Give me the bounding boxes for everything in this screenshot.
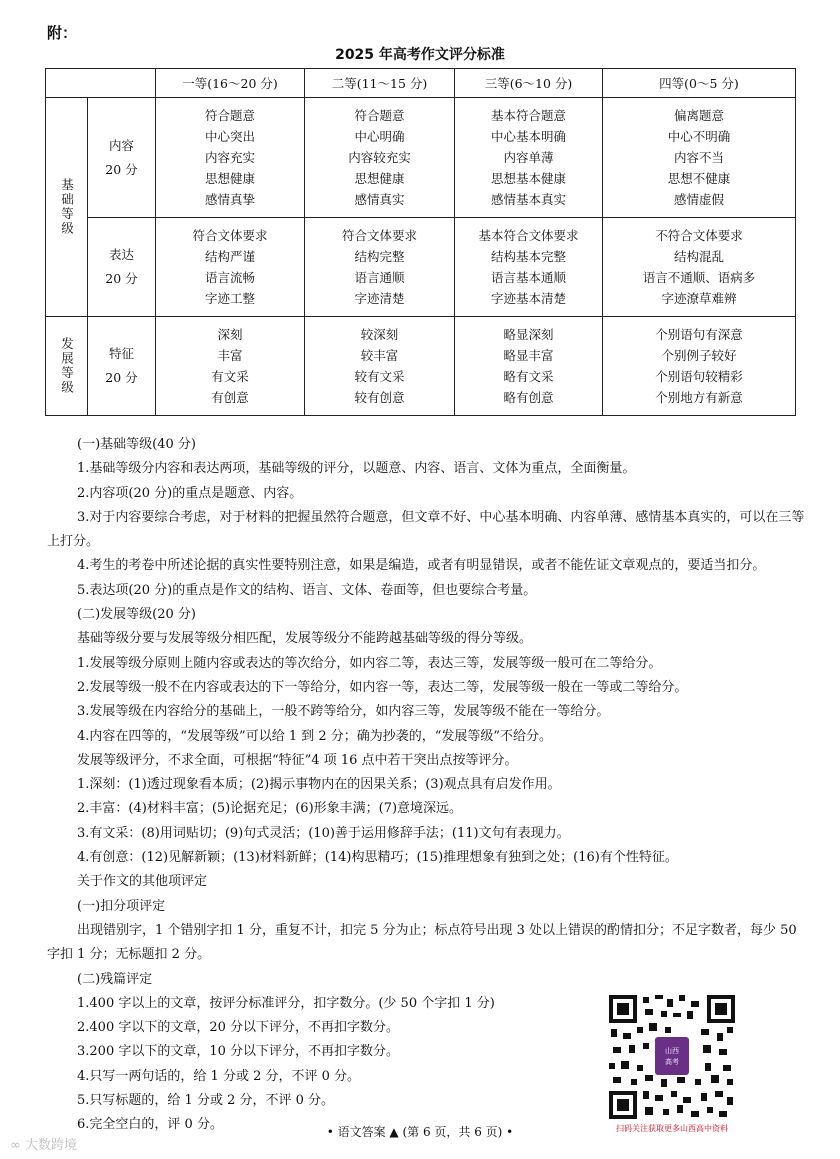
paragraph: (一)基础等级(40 分) xyxy=(77,437,196,452)
cell-line: 语言基本通顺 xyxy=(490,270,566,285)
scoring-table xyxy=(45,68,796,416)
category-score: 20 分 xyxy=(105,161,138,177)
cell-line: 感情真实 xyxy=(354,192,405,207)
paragraph: (一)扣分项评定 xyxy=(77,898,166,914)
paragraph: 4.只写一两句话的，给 1 分或 2 分，不评 0 分。 xyxy=(77,1068,361,1084)
cell-line: 语言不通顺、语病多 xyxy=(642,270,756,285)
table-cell xyxy=(603,218,796,317)
cell-line: 内容单薄 xyxy=(503,150,554,165)
cell-line: 结构混乱 xyxy=(673,249,724,264)
paragraph: 1.基础等级分内容和表达两项，基础等级的评分，以题意、内容、语言、文体为重点，全面衡量。 xyxy=(77,461,636,477)
cell-line: 偏离题意 xyxy=(673,108,724,123)
cell-line: 丰富 xyxy=(217,348,243,363)
watermark xyxy=(10,1134,77,1153)
cell-line: 较丰富 xyxy=(360,348,399,363)
cell-line: 字迹潦草难辨 xyxy=(661,291,737,306)
paragraph: 4.考生的考卷中所述论据的真实性要特别注意，如果是编造，或者有明显错误，或者不能佐证文章观点的，要适当扣分。 xyxy=(77,558,766,574)
paragraph: 基础等级分要与发展等级分相匹配，发展等级分不能跨越基础等级的得分等级。 xyxy=(77,631,533,647)
table-cell xyxy=(156,317,305,416)
group-label-basic xyxy=(46,98,88,317)
group-label-development xyxy=(46,317,88,416)
cell-line: 较深刻 xyxy=(360,327,399,342)
cell-line: 思想基本健康 xyxy=(490,171,566,186)
qr-center-label: 山西 xyxy=(665,1047,679,1055)
table-row-expression xyxy=(46,218,796,317)
cell-line: 基本符合题意 xyxy=(490,108,566,123)
qr-code-image[interactable] xyxy=(607,993,737,1121)
cell-line: 字迹清楚 xyxy=(354,291,405,306)
table-row-content xyxy=(46,98,796,218)
cell-line: 中心突出 xyxy=(204,129,255,144)
paragraph: 3.对于内容要综合考虑，对于材料的把握虽然符合题意，但文章不好、中心基本明确、内容单薄、感情基本真实的，可以在三等上打分。 xyxy=(47,509,805,550)
page-footer: • 语文答案 ▲ (第 6 页，共 6 页) • xyxy=(326,1125,514,1139)
cell-line: 内容充实 xyxy=(204,150,255,165)
cell-line: 有文采 xyxy=(211,369,249,384)
paragraph: 5.只写标题的，给 1 分或 2 分，不评 0 分。 xyxy=(77,1093,335,1109)
cell-line: 符合文体要求 xyxy=(192,228,268,243)
category-score: 20 分 xyxy=(105,271,138,286)
paragraph: 2.发展等级一般不在内容或表达的下一等给分，如内容一等，表达二等，发展等级一般在一等或二等给分。 xyxy=(77,679,688,695)
qr-caption: 扫码关注获取更多山西高中资料 xyxy=(616,1124,728,1133)
qr-center-label-2: 高考 xyxy=(665,1058,679,1066)
paragraph: (二)残篇评定 xyxy=(77,971,153,987)
cell-line: 符合题意 xyxy=(354,108,405,123)
paragraph: 4.内容在四等的，“发展等级”可以给 1 到 2 分；确为抄袭的，“发展等级”不给分。 xyxy=(77,728,553,744)
cell-line: 略显丰富 xyxy=(503,348,554,363)
cell-line: 语言流畅 xyxy=(204,270,255,285)
cell-line: 略有文采 xyxy=(503,369,554,384)
table-row-feature xyxy=(46,317,796,416)
cell-line: 个别例子较好 xyxy=(661,348,737,363)
cell-line: 较有文采 xyxy=(354,369,405,384)
paragraph: 出现错别字，1 个错别字扣 1 分，重复不计，扣完 5 分为止；标点符号出现 3 处以上错误的酌情扣分；不足字数者，每少 50 字扣 1 分；无标题扣 2 分。 xyxy=(47,922,797,963)
category-score: 20 分 xyxy=(105,370,138,385)
paragraph: 2.内容项(20 分)的重点是题意、内容。 xyxy=(77,485,303,501)
category-name: 特征 xyxy=(108,346,134,361)
paragraph: 发展等级评分，不求全面，可根据“特征”4 项 16 点中若干突出点按等评分。 xyxy=(77,752,518,768)
watermark-logo-icon: ∞ xyxy=(10,1138,25,1153)
table-cell xyxy=(455,218,603,317)
header-grade-3: 三等(6～10 分) xyxy=(455,69,603,98)
table-corner-cell xyxy=(46,69,156,98)
table-cell xyxy=(603,98,796,218)
cell-line: 字迹基本清楚 xyxy=(490,291,566,306)
cell-line: 内容不当 xyxy=(673,150,724,165)
table-header-row xyxy=(46,69,796,98)
paragraph: 3.发展等级在内容给分的基础上，一般不跨等给分，如内容三等，发展等级不能在一等给分。 xyxy=(77,704,610,720)
cell-line: 略显深刻 xyxy=(503,327,554,342)
cell-line: 基本符合文体要求 xyxy=(478,228,579,243)
cell-line: 感情虚假 xyxy=(673,192,724,207)
paragraph: 3.有文采：(8)用词贴切；(9)句式灵活；(10)善于运用修辞手法；(11)文句有表现力。 xyxy=(77,825,570,841)
paragraph: (二)发展等级(20 分) xyxy=(77,607,196,623)
cell-line: 个别语句有深意 xyxy=(655,327,743,342)
cell-line: 中心基本明确 xyxy=(490,129,566,144)
category-cell xyxy=(88,218,156,317)
table-cell xyxy=(305,218,455,317)
table-cell xyxy=(603,317,796,416)
cell-line: 符合文体要求 xyxy=(341,228,417,243)
table-cell xyxy=(455,317,603,416)
cell-line: 结构基本完整 xyxy=(490,249,566,264)
cell-line: 思想不健康 xyxy=(667,171,731,186)
cell-line: 不符合文体要求 xyxy=(655,228,743,243)
cell-line: 个别地方有新意 xyxy=(655,390,743,405)
watermark-text: 大数跨境 xyxy=(24,1138,77,1153)
paragraph: 6.完全空白的，评 0 分。 xyxy=(77,1117,223,1133)
table-cell xyxy=(156,218,305,317)
cell-line: 中心明确 xyxy=(354,129,405,144)
paragraph: 2.400 字以下的文章，20 分以下评分，不再扣字数分。 xyxy=(77,1020,400,1036)
appendix-label: 附： xyxy=(47,24,78,42)
group-label-text: 发展等级 xyxy=(59,337,75,395)
category-cell xyxy=(88,98,156,218)
cell-line: 感情基本真实 xyxy=(490,192,566,207)
paragraph: 4.有创意：(12)见解新颖；(13)材料新鲜；(14)构思精巧；(15)推理想象有独到之处；(16)有个性特征。 xyxy=(77,850,678,866)
header-grade-1: 一等(16～20 分) xyxy=(156,69,305,98)
table-cell xyxy=(305,98,455,218)
paragraph: 关于作文的其他项评定 xyxy=(77,874,208,890)
category-name: 内容 xyxy=(108,137,134,153)
paragraph: 2.丰富：(4)材料丰富；(5)论据充足；(6)形象丰满；(7)意境深远。 xyxy=(77,801,463,817)
category-name: 表达 xyxy=(108,247,134,262)
cell-line: 有创意 xyxy=(211,390,249,405)
paragraph: 3.200 字以下的文章，10 分以下评分，不再扣字数分。 xyxy=(77,1044,400,1060)
group-label-text: 基础等级 xyxy=(59,178,75,236)
cell-line: 略有创意 xyxy=(503,390,554,405)
paragraph: 1.深刻：(1)透过现象看本质；(2)揭示事物内在的因果关系；(3)观点具有启发作用。 xyxy=(77,777,561,793)
cell-line: 思想健康 xyxy=(354,171,405,186)
cell-line: 内容较充实 xyxy=(348,150,411,165)
paragraph: 1.发展等级分原则上随内容或表达的等次给分，如内容二等，表达三等，发展等级一般可在二等给分。 xyxy=(77,655,662,671)
cell-line: 个别语句较精彩 xyxy=(655,369,743,384)
table-cell xyxy=(305,317,455,416)
header-grade-4: 四等(0～5 分) xyxy=(603,69,796,98)
cell-line: 中心不明确 xyxy=(667,129,731,144)
category-cell xyxy=(88,317,156,416)
cell-line: 结构完整 xyxy=(354,249,405,264)
cell-line: 语言通顺 xyxy=(354,270,405,285)
table-cell xyxy=(156,98,305,218)
header-grade-2: 二等(11～15 分) xyxy=(305,69,455,98)
cell-line: 较有创意 xyxy=(354,390,405,405)
page-title: 2025 年高考作文评分标准 xyxy=(335,47,505,63)
paragraph: 1.400 字以上的文章，按评分标准评分，扣字数分。(少 50 个字扣 1 分) xyxy=(77,995,495,1011)
cell-line: 深刻 xyxy=(217,327,243,342)
cell-line: 结构严谨 xyxy=(204,249,255,264)
cell-line: 思想健康 xyxy=(204,171,255,186)
table-cell xyxy=(455,98,603,218)
cell-line: 符合题意 xyxy=(204,108,255,123)
paragraph: 5.表达项(20 分)的重点是作文的结构、语言、文体、卷面等，但也要综合考量。 xyxy=(77,582,537,598)
cell-line: 感情真挚 xyxy=(204,192,255,207)
cell-line: 字迹工整 xyxy=(204,291,255,306)
